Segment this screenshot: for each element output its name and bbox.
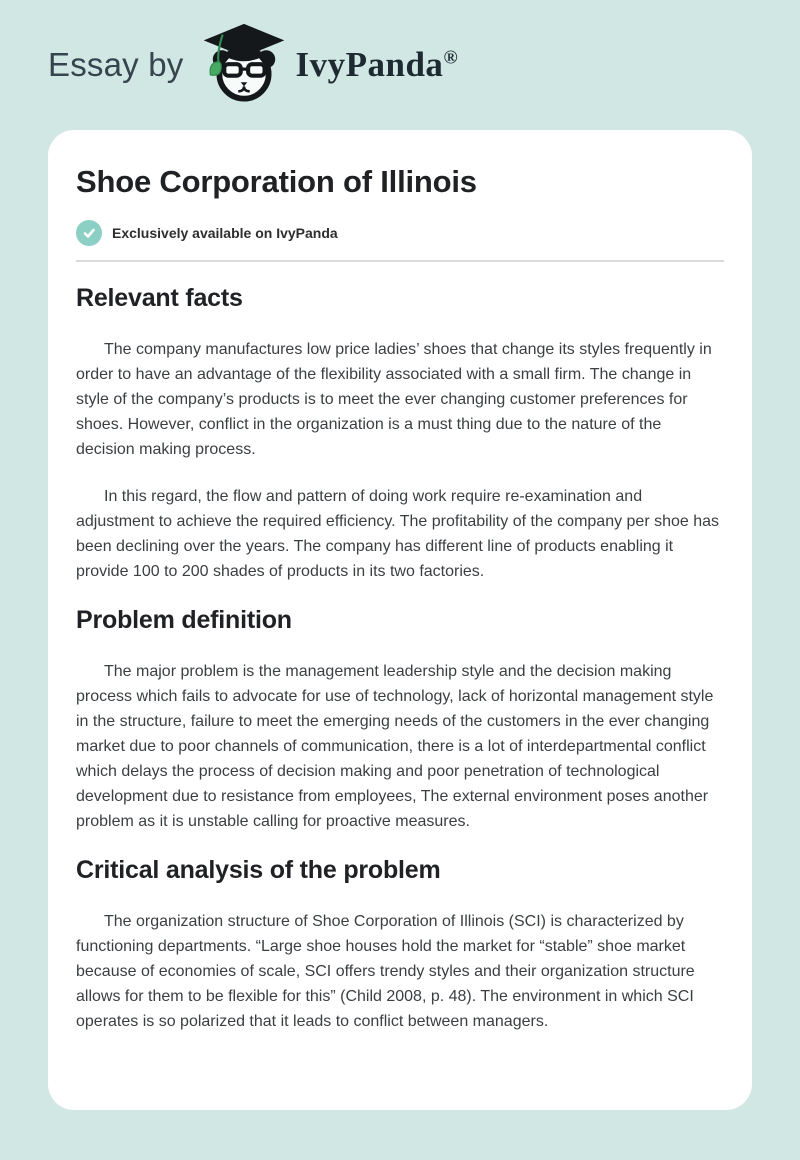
section-heading: Relevant facts — [76, 284, 243, 312]
panda-graduation-cap-logo-icon — [198, 23, 290, 107]
section-relevant-facts — [76, 284, 724, 584]
brand-wordmark: IvyPanda® — [295, 45, 459, 84]
essay-by-label: Essay by — [48, 46, 184, 83]
site-header — [0, 0, 800, 130]
paragraph: The company manufactures low price ladies’ shoes that change its styles frequently in order to have an advantage of the flexibility associated with a small firm. The change in style of the company’s products is to meet the ever changing customer preferences for shoes. However, conflict in the organization is a must thing due to the nature of the decision making process. — [76, 341, 712, 458]
paragraph: In this regard, the flow and pattern of doing work require re-examination and adjustment to achieve the required efficiency. The profitability of the company per shoe has been declining over the years. The company has different line of products enabling it provide 100 to 200 shades of products in its two factories. — [76, 488, 720, 580]
page-title: Shoe Corporation of Illinois — [76, 164, 477, 199]
availability-badge — [76, 220, 724, 246]
section-heading: Problem definition — [76, 606, 292, 634]
badge-label: Exclusively available on IvyPanda — [112, 225, 338, 241]
paragraph: The organization structure of Shoe Corporation of Illinois (SCI) is characterized by functioning departments. “Large shoe houses hold the market for “stable” shoe market because of economies of scale, SCI offers trendy styles and their organization structure allows for them to be flexible for this” (Child 2008, p. 48). The environment in which SCI operates is so polarized that it leads to conflict between managers. — [76, 913, 695, 1030]
paragraph: The major problem is the management leadership style and the decision making process which fails to advocate for use of technology, lack of horizontal management style in the structure, failure to meet the emerging needs of the customers in the ever changing market due to poor channels of communication, there is a lot of interdepartmental conflict which delays the process of decision making and poor penetration of technological development due to resistance from employees, The external environment poses another problem as it is unstable calling for proactive measures. — [76, 663, 714, 830]
section-heading: Critical analysis of the problem — [76, 856, 441, 884]
divider — [76, 260, 724, 262]
check-icon — [76, 220, 102, 246]
section-critical-analysis — [76, 856, 724, 1034]
registered-mark: ® — [443, 47, 459, 69]
essay-card — [48, 130, 752, 1110]
section-problem-definition — [76, 606, 724, 834]
